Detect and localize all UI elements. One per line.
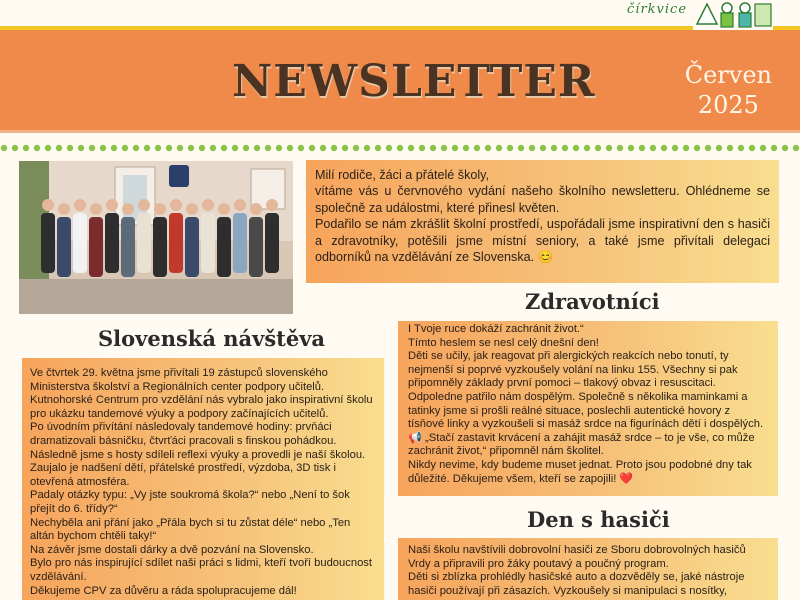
divider-dot (562, 145, 568, 151)
divider-dot (375, 145, 381, 151)
medics-paragraph: Odpoledne patřilo nám dospělým. Společně s několika maminkami a tatinky jsme si prošli reálné situace, poslechli autentické hovory z tísňové linky a vyzkoušeli si masáž srdce na figurínách dětí i dospělých. (408, 390, 764, 431)
divider-dot (243, 145, 249, 151)
divider-dot (430, 145, 436, 151)
person-figure (185, 217, 199, 277)
divider-dot (254, 145, 260, 151)
divider-dot (188, 145, 194, 151)
visit-paragraph: Padaly otázky typu: „Vy jste soukromá škola?“ nebo „Není to šok přejít do 6. třídy?“ (30, 489, 350, 515)
person-figure (153, 217, 167, 277)
person-head (218, 203, 230, 215)
dotted-divider (0, 143, 800, 153)
person-figure (137, 213, 151, 273)
divider-dot (661, 145, 667, 151)
person-figure (121, 217, 135, 277)
divider-dot (452, 145, 458, 151)
person-figure (249, 217, 263, 277)
person-head (58, 203, 70, 215)
divider-dot (463, 145, 469, 151)
divider-dot (320, 145, 326, 151)
divider-dot (166, 145, 172, 151)
divider-dot (210, 145, 216, 151)
divider-dot (694, 145, 700, 151)
divider-dot (309, 145, 315, 151)
divider-dot (100, 145, 106, 151)
person-head (42, 199, 54, 211)
divider-dot (133, 145, 139, 151)
divider-dot (441, 145, 447, 151)
person-figure (105, 213, 119, 273)
issue-date (685, 60, 772, 120)
visit-paragraph: Zaujalo je nadšení dětí, přátelské prostředí, výzdoba, 3D tisk i otevřená atmosféra. (30, 462, 336, 488)
visit-paragraph: Následně jsme s hosty sdíleli reflexi výuky a provedli je naší školou. (30, 448, 366, 461)
divider-dot (738, 145, 744, 151)
visit-paragraph: Ve čtvrtek 29. května jsme přivítali 19 zástupců slovenského Ministerstva školství a Regionálních center podpory učitelů. (30, 367, 328, 393)
person-head (202, 199, 214, 211)
divider-dot (45, 145, 51, 151)
medics-paragraph: Nikdy nevime, kdy budeme muset jednat. Proto jsou podobné dny tak důležité. Děkujeme všem, kteří se zapojili! ❤️ (408, 458, 752, 485)
person-head (186, 203, 198, 215)
person-head (106, 199, 118, 211)
divider-dot (78, 145, 84, 151)
firefighters-heading: Den s hasiči (527, 507, 670, 532)
divider-dot (540, 145, 546, 151)
divider-dot (683, 145, 689, 151)
person-head (234, 199, 246, 211)
intro-summary: Podařilo se nám zkrášlit školní prostředí, uspořádali jsme inspirativní den s hasiči a zdravotníky, potěšili jsme místní seniory, a také jsme přivítali delegaci odborníků na vzdělávání ze Slovenska. 😊 (315, 217, 770, 265)
divider-dot (672, 145, 678, 151)
person-figure (201, 213, 215, 273)
divider-dot (419, 145, 425, 151)
divider-dot (749, 145, 755, 151)
person-head (154, 203, 166, 215)
group-photo (19, 161, 293, 314)
person-figure (73, 213, 87, 273)
divider-dot (265, 145, 271, 151)
intro-card (306, 160, 779, 283)
divider-dot (111, 145, 117, 151)
divider-dot (287, 145, 293, 151)
divider-dot (485, 145, 491, 151)
divider-dot (705, 145, 711, 151)
divider-dot (56, 145, 62, 151)
divider-dot (1, 145, 7, 151)
school-logo (615, 0, 775, 30)
intro-welcome: vítáme vás u červnového vydání našeho školního newsletteru. Ohlédneme se společně za událostmi, které přinesl květen. (315, 184, 770, 215)
divider-dot (518, 145, 524, 151)
divider-dot (23, 145, 29, 151)
divider-dot (342, 145, 348, 151)
divider-dot (551, 145, 557, 151)
divider-dot (89, 145, 95, 151)
divider-dot (177, 145, 183, 151)
divider-dot (529, 145, 535, 151)
divider-dot (573, 145, 579, 151)
visit-paragraph: Na závěr jsme dostali dárky a dvě pozvání na Slovensko. (30, 543, 314, 556)
person-head (90, 203, 102, 215)
divider-dot (496, 145, 502, 151)
medics-paragraph: Tímto heslem se nesl celý dnešní den! (408, 336, 599, 349)
divider-dot (650, 145, 656, 151)
medics-card (398, 321, 778, 496)
medics-paragraph: 📢 „Stačí zastavit krvácení a zahájit masáž srdce – to je vše, co může zachránit život,“ připomněl nám školitel. (408, 431, 755, 458)
firefighters-paragraph: Naši školu navštívili dobrovolní hasiči ze Sboru dobrovolných hasičů Vrdy a připravili pro žáky poutavý a poučný program. (408, 544, 746, 570)
visit-paragraph: Nechyběla ani přání jako „Přála bych si tu zůstat déle“ nebo „Ten altán bychom chtěli taky!“ (30, 516, 351, 543)
logo-text: čírkvice (627, 2, 688, 17)
divider-dot (155, 145, 161, 151)
divider-dot (386, 145, 392, 151)
firefighters-card (398, 538, 778, 600)
visit-card (22, 358, 384, 600)
person-figure (265, 213, 279, 273)
intro-greeting: Milí rodiče, žáci a přátelé školy, (315, 168, 490, 182)
divider-dot (144, 145, 150, 151)
divider-dot (628, 145, 634, 151)
divider-dot (474, 145, 480, 151)
divider-dot (782, 145, 788, 151)
divider-dot (276, 145, 282, 151)
divider-dot (760, 145, 766, 151)
person-head (74, 199, 86, 211)
person-figure (217, 217, 231, 277)
divider-dot (353, 145, 359, 151)
person-head (138, 199, 150, 211)
medics-paragraph: I Tvoje ruce dokáží zachránit život.“ (408, 323, 584, 335)
person-figure (169, 213, 183, 273)
medics-paragraph: Děti se učily, jak reagovat při alergických reakcích nebo tonutí, ty nejmenší si poprvé vyzkoušely volání na linku 155. Všechny si pak připomněly základy první pomoci – tlakový obvaz i resuscitaci. (408, 350, 738, 390)
divider-dot (331, 145, 337, 151)
person-figure (41, 213, 55, 273)
divider-dot (727, 145, 733, 151)
issue-month: Červen (684, 61, 772, 89)
visit-paragraph: Kutnohorské Centrum pro vzdělání nás vybralo jako inspirativní školu pro ukázku tandemové výuky a podpory začínajících učitelů. (30, 394, 373, 420)
divider-dot (397, 145, 403, 151)
divider-dot (232, 145, 238, 151)
medics-heading: Zdravotníci (525, 289, 660, 314)
divider-dot (595, 145, 601, 151)
visit-heading: Slovenská návštěva (98, 326, 326, 351)
newsletter-title: NEWSLETTER (232, 56, 596, 107)
visit-paragraph: Bylo pro nás inspirující sdílet naši práci s lidmi, kteří tvoří budoucnost vzdělávání. (30, 557, 372, 583)
logo-figures-icon (693, 0, 773, 30)
divider-dot (639, 145, 645, 151)
divider-dot (34, 145, 40, 151)
divider-dot (67, 145, 73, 151)
divider-dot (221, 145, 227, 151)
person-figure (233, 213, 247, 273)
divider-dot (584, 145, 590, 151)
divider-dot (199, 145, 205, 151)
divider-dot (408, 145, 414, 151)
issue-year: 2025 (697, 91, 759, 119)
person-head (250, 203, 262, 215)
firefighters-paragraph: Děti si zblízka prohlédly hasičské auto a dozvěděly se, jaké nástroje hasiči používají při zásazích. Vyzkoušely si manipulaci s nosítky, (408, 571, 745, 597)
visit-paragraph: Po úvodním přivítání následovaly tandemové hodiny: prvňáci dramatizovali básničku, čtvrťáci pracovali s finskou pohádkou. (30, 421, 337, 447)
divider-dot (364, 145, 370, 151)
divider-dot (793, 145, 799, 151)
person-figure (89, 217, 103, 277)
person-head (170, 199, 182, 211)
visit-paragraph: Děkujeme CPV za důvěru a ráda spolupracujeme dál! (30, 584, 297, 597)
person-head (122, 203, 134, 215)
divider-dot (716, 145, 722, 151)
person-head (266, 199, 278, 211)
header-banner (0, 30, 800, 133)
person-figure (57, 217, 71, 277)
divider-dot (122, 145, 128, 151)
divider-dot (507, 145, 513, 151)
divider-dot (12, 145, 18, 151)
divider-dot (298, 145, 304, 151)
divider-dot (771, 145, 777, 151)
divider-dot (606, 145, 612, 151)
divider-dot (617, 145, 623, 151)
